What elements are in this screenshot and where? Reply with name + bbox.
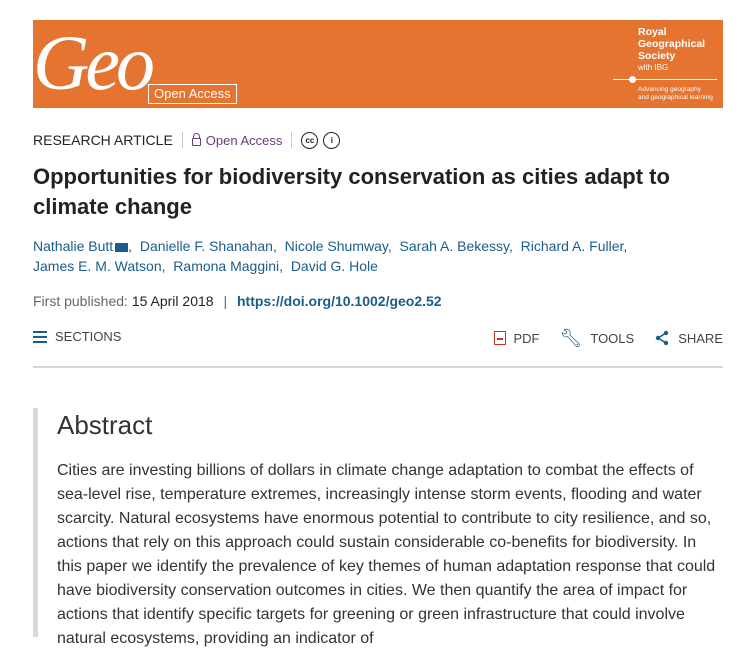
attribution-icon[interactable]: i bbox=[323, 132, 340, 149]
article-type: RESEARCH ARTICLE bbox=[33, 132, 173, 148]
author-link[interactable]: Richard A. Fuller, bbox=[520, 238, 628, 254]
divider bbox=[182, 132, 183, 148]
divider: | bbox=[223, 293, 228, 309]
abstract-text: Cities are investing billions of dollars in climate change adaptation to combat the effects of sea-level rise, temperature extremes, increasingly intense storm events, flooding and water scarcity. Natural ecosystems have enormous potential to contribute to city resilience, and so, actions that rely on this approach could sustain considerable co-benefits for biodiversity. In this paper we identify the prevalence of key themes of human adaptation response that could have biodiversity conservation outcomes in cities. We then quantify the area of impact for actions that identify specific targets for greening or green infrastructure that could involve natural ecosystems, providing an indicator of bbox=[57, 462, 716, 647]
author-link[interactable]: David G. Hole bbox=[290, 258, 378, 274]
author-link[interactable]: Nicole Shumway, bbox=[284, 238, 392, 254]
divider bbox=[291, 132, 292, 148]
author-link[interactable]: James E. M. Watson, bbox=[33, 258, 166, 274]
tools-button[interactable]: 🔧︎ TOOLS bbox=[559, 328, 635, 348]
pdf-button[interactable]: PDF bbox=[494, 331, 540, 346]
abstract-accent-bar bbox=[33, 408, 38, 637]
section-divider bbox=[33, 366, 723, 368]
journal-logo: Geo bbox=[33, 20, 151, 106]
first-published-date: 15 April 2018 bbox=[131, 293, 214, 309]
society-name: Royal Geographical Society with IBG bbox=[638, 26, 706, 72]
pdf-icon bbox=[494, 331, 506, 345]
list-icon bbox=[33, 331, 47, 343]
abstract-heading: Abstract bbox=[57, 410, 153, 440]
share-button[interactable]: SHARE bbox=[654, 330, 723, 346]
society-tagline: Advancing geography and geographical learning bbox=[638, 86, 713, 101]
share-icon bbox=[654, 330, 670, 346]
doi-link[interactable]: https://doi.org/10.1002/geo2.52 bbox=[236, 293, 442, 309]
article-meta bbox=[33, 131, 345, 149]
society-dot bbox=[629, 76, 636, 83]
wrench-icon: 🔧︎ bbox=[559, 328, 583, 348]
article-toolbar bbox=[33, 329, 723, 349]
article-title: Opportunities for biodiversity conservation as cities adapt to climate change bbox=[33, 164, 670, 219]
lock-icon bbox=[192, 138, 201, 146]
sections-button[interactable]: SECTIONS bbox=[33, 329, 121, 344]
open-access-tag: Open Access bbox=[192, 133, 283, 148]
author-link[interactable]: Danielle F. Shanahan, bbox=[139, 238, 277, 254]
journal-banner[interactable] bbox=[33, 20, 723, 108]
author-link[interactable]: Ramona Maggini, bbox=[173, 258, 284, 274]
email-icon[interactable] bbox=[115, 243, 128, 252]
publication-info bbox=[33, 292, 442, 310]
first-published-label: First published: bbox=[33, 293, 128, 309]
open-access-badge: Open Access bbox=[148, 84, 237, 104]
author-list bbox=[33, 236, 723, 276]
author-link[interactable]: Sarah A. Bekessy, bbox=[399, 238, 513, 254]
author-link[interactable]: Nathalie Butt , bbox=[33, 238, 133, 254]
cc-icon[interactable]: cc bbox=[301, 132, 318, 149]
